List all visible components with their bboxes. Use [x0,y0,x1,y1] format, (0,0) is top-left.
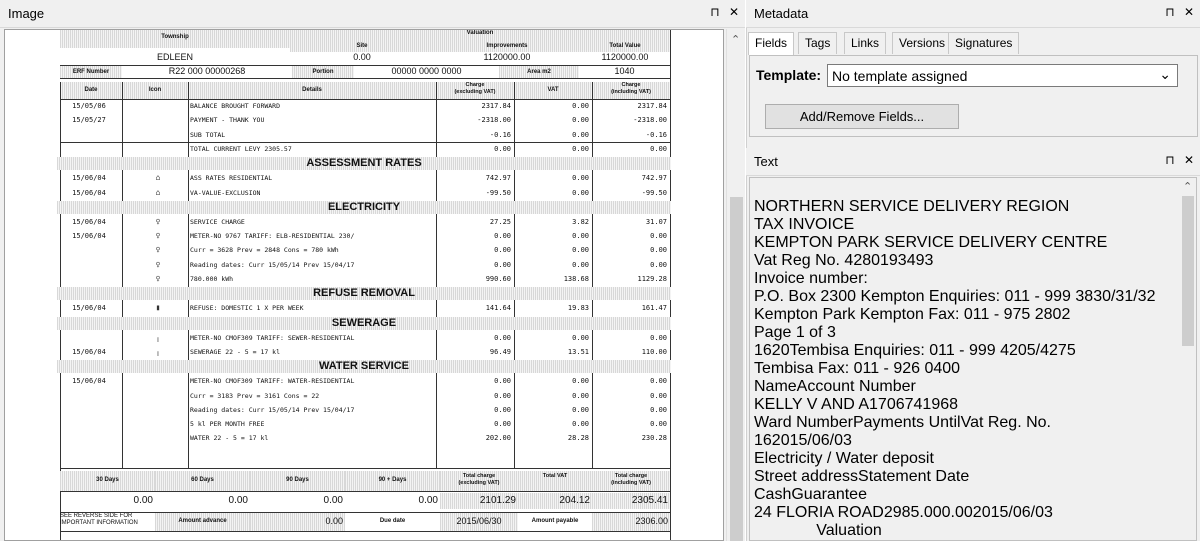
row-vat: 0.00 [572,188,589,197]
col-vat: VAT [514,82,592,99]
amount-payable-value: 2306.00 [592,513,670,531]
row-charge-ex: 0.00 [494,377,511,386]
amount-advance-value: 0.00 [250,513,345,531]
aging-total_inc-value: 2305.41 [592,493,670,509]
aging-value: 0.00 [133,495,153,506]
row-charge-ex: -99.50 [485,188,511,197]
row-charge-inc: 0.00 [650,232,667,241]
col-date: Date [60,82,122,99]
improvements-value: 1120000.00 [483,52,531,62]
row-date: 15/06/04 [72,232,106,241]
ocr-text-line: NORTHERN SERVICE DELIVERY REGION [754,198,1070,215]
row-detail: METER-NO CMOF309 TARIFF: SEWER-RESIDENTIAL [190,333,355,342]
due-date-label: Due date [379,518,406,524]
township-value: EDLEEN [156,52,193,62]
erf-label: ERF Number [60,66,122,78]
row-charge-inc: 0.00 [650,420,667,429]
ocr-text-line: Tembisa Fax: 011 - 926 0400 [754,360,961,377]
bulb-icon: ♀ [155,259,161,269]
ocr-text-line: 24 FLORIA ROAD2985.000.002015/06/03 [754,504,1053,521]
ocr-text-line: Ward NumberPayments UntilVat Reg. No. [754,414,1051,431]
row-vat: 0.00 [572,377,589,386]
image-panel-buttons [704,5,739,19]
township-label: Township [60,30,290,48]
row-detail: BALANCE BROUGHT FORWARD [190,102,281,110]
row-vat: 13.51 [567,347,589,356]
row-charge-ex: 0.00 [494,144,511,153]
row-charge-inc: 2317.84 [637,102,667,110]
row-detail: SERVICE CHARGE [190,217,245,226]
scroll-up-icon[interactable]: ⌃ [731,34,741,46]
row-vat: 0.00 [572,405,589,414]
aging-label: 90 + Days [345,471,440,491]
metadata-panel-header [746,0,1200,28]
ocr-text-line: 1620Tembisa Enquiries: 011 - 999 4205/4275 [754,342,1076,359]
row-charge-inc: 230.28 [641,434,667,443]
ocr-text-line: Kempton Park Kempton Fax: 011 - 975 2802 [754,306,1071,323]
aging-divider [60,491,670,492]
ocr-text-line: NameAccount Number [754,378,916,395]
section-header: ASSESSMENT RATES [57,157,671,170]
ocr-text-line: Valuation [754,522,882,539]
section-header: WATER SERVICE [57,360,671,373]
row-vat: 0.00 [572,391,589,400]
total-value-label: Total Value [580,40,670,52]
area-value: 1040 [614,66,635,76]
close-icon[interactable]: ✕ [1183,5,1194,19]
row-charge-ex: 0.00 [494,405,511,414]
row-vat: 19.83 [567,304,589,313]
row-detail: VA-VALUE-EXCLUSION [190,188,261,197]
text-panel-header [746,148,1200,176]
row-date: 15/06/04 [72,347,106,356]
amount-advance-label: Amount advance [155,513,250,531]
row-date: 15/06/04 [72,217,106,226]
image-panel-title: Image [8,6,45,21]
row-charge-ex: 990.60 [485,275,511,283]
bulb-icon: ♀ [155,245,161,255]
ocr-text-line: CashGuarantee [754,486,867,503]
aging-total_inc-label: Total charge (including VAT) [592,471,670,491]
ocr-text-view[interactable] [749,177,1197,541]
row-vat: 0.00 [572,174,589,183]
row-detail: PAYMENT - THANK YOU [190,116,265,125]
ocr-text-line: KEMPTON PARK SERVICE DELIVERY CENTRE [754,234,1108,251]
chevron-down-icon: ⌄ [1159,66,1171,82]
row-charge-inc: 161.47 [641,304,667,313]
row-date: 15/06/04 [72,188,106,197]
row-separator [60,142,670,143]
col-icon: Icon [122,82,188,99]
row-charge-inc: 0.00 [650,260,667,269]
section-header: ELECTRICITY [57,201,671,214]
row-date: 15/05/27 [72,116,106,125]
text-scrollbar[interactable] [1179,178,1196,541]
row-detail: Reading dates: Curr 15/05/14 Prev 15/04/17 [190,405,355,414]
aging-value: 0.00 [418,495,438,506]
row-detail: SUB TOTAL [190,130,226,139]
aging-label: 30 Days [60,471,155,491]
site-value: 0.00 [353,52,371,62]
row-detail: 780.000 kWh [190,275,234,283]
row-detail: REFUSE: DOMESTIC 1 X PER WEEK [190,304,304,313]
row-charge-inc: 0.00 [650,246,667,255]
row-charge-ex: 0.00 [494,260,511,269]
site-label: Site [290,40,434,52]
aging-total_vat-label: Total VAT [518,471,592,491]
row-charge-inc: 0.00 [650,333,667,342]
add-remove-fields-button[interactable]: Add/Remove Fields... [765,104,959,129]
improvements-label: Improvements [434,40,580,52]
row-charge-inc: 110.00 [641,347,667,356]
image-scrollbar[interactable] [726,29,745,541]
col-charge-inc: Charge (including VAT) [592,82,670,99]
ocr-text-line: Page 1 of 3 [754,324,836,341]
tab-signatures[interactable]: Signatures [948,32,1019,54]
row-vat: 28.28 [567,434,589,443]
row-vat: 0.00 [572,260,589,269]
reverse-side-note: SEE REVERSE SIDE FOR IMPORTANT INFORMATION [60,513,138,526]
aging-total_ex-label: Total charge (excluding VAT) [440,471,518,491]
tab-tags[interactable]: Tags [798,32,837,54]
row-vat: 3.82 [572,217,589,226]
row-charge-ex: 202.00 [485,434,511,443]
ocr-text-content [754,198,1155,540]
row-charge-inc: 742.97 [641,174,667,183]
row-detail: METER-NO CMOF309 TARIFF: WATER-RESIDENTIAL [190,377,355,386]
row-date: 15/06/04 [72,377,106,386]
row-vat: 0.00 [572,420,589,429]
row-charge-ex: 2317.84 [481,102,511,110]
section-header: REFUSE REMOVAL [57,287,671,300]
template-value: No template assigned [832,68,968,84]
close-icon[interactable]: ✕ [1183,153,1194,167]
row-charge-ex: 0.00 [494,391,511,400]
row-charge-ex: 0.00 [494,232,511,241]
row-charge-ex: 0.00 [494,420,511,429]
row-detail: Curr = 3183 Prev = 3161 Cons = 22 [190,391,320,400]
aging-value: 0.00 [323,495,343,506]
text-panel-buttons [1159,153,1194,167]
bulb-icon: ♀ [155,216,161,226]
metadata-panel-buttons [1159,5,1194,19]
portion-value: 00000 0000 0000 [391,66,462,76]
row-charge-inc: 0.00 [650,405,667,414]
row-charge-ex: -0.16 [489,130,511,139]
row-charge-inc: 0.00 [650,391,667,400]
row-charge-ex: -2318.00 [477,116,511,125]
metadata-panel-title: Metadata [754,6,809,21]
row-date: 15/05/06 [72,102,106,110]
row-vat: 0.00 [572,333,589,342]
portion-label: Portion [292,66,354,78]
ocr-text-line: KELLY V AND A1706741968 [754,396,959,413]
row-charge-inc: 1129.28 [637,275,667,283]
row-detail: Reading dates: Curr 15/05/14 Prev 15/04/17 [190,260,355,269]
col-details: Details [188,82,436,99]
template-select[interactable] [827,64,1178,87]
section-header: SEWERAGE [57,317,671,330]
row-detail: WATER 22 - 5 = 17 kl [190,434,269,443]
document-viewer[interactable] [4,29,724,541]
row-vat: 0.00 [572,116,589,125]
tab-versions[interactable]: Versions [892,32,952,54]
row-date: 15/06/04 [72,174,106,183]
amount-payable-label: Amount payable [531,518,579,524]
ocr-text-line: TAX INVOICE [754,216,855,233]
ocr-text-line: P.O. Box 2300 Kempton Enquiries: 011 - 999 3830/31/32 [754,288,1156,305]
tab-fields[interactable]: Fields [748,32,794,55]
row-detail: TOTAL CURRENT LEVY 2305.57 [190,144,292,153]
scroll-up-icon[interactable]: ⌃ [1183,181,1193,193]
pin-icon[interactable]: ⊓ [1165,5,1175,19]
drop-icon: ╷ [155,346,161,356]
ocr-text-line: Vat Reg No. 4280193493 [754,252,934,269]
row-charge-inc: 0.00 [650,377,667,386]
scroll-thumb[interactable] [730,197,743,541]
pin-icon[interactable]: ⊓ [710,5,720,19]
aging-label: 60 Days [155,471,250,491]
aging-label: 90 Days [250,471,345,491]
ocr-text-line: Electricity / Water deposit [754,450,934,467]
row-charge-ex: 141.64 [485,304,511,313]
row-vat: 0.00 [572,130,589,139]
bulb-icon: ♀ [155,274,161,283]
aging-total_ex-value: 2101.29 [440,493,518,509]
row-vat: 0.00 [572,246,589,255]
valuation-label: Valuation [290,30,670,40]
row-charge-ex: 0.00 [494,246,511,255]
due-date-value: 2015/06/30 [440,513,518,531]
row-charge-inc: -0.16 [645,130,667,139]
tab-links[interactable]: Links [844,32,886,54]
row-date: 15/06/04 [72,304,106,313]
row-charge-inc: -2318.00 [633,116,667,125]
scroll-thumb[interactable] [1182,196,1194,346]
drop-icon: ╷ [155,332,161,342]
close-icon[interactable]: ✕ [728,5,739,19]
area-label: Area m2 [499,66,579,78]
row-detail: SEWERAGE 22 - 5 = 17 kl [190,347,281,356]
ocr-text-line: Street addressStatement Date [754,468,970,485]
row-vat: 0.00 [572,102,589,110]
house-icon: ⌂ [155,173,161,183]
row-vat: 138.68 [563,275,589,283]
row-charge-ex: 742.97 [485,174,511,183]
pin-icon[interactable]: ⊓ [1165,153,1175,167]
bulb-icon: ♀ [155,231,161,241]
aging-total_vat-value: 204.12 [518,493,592,509]
row-charge-ex: 96.49 [489,347,511,356]
erf-value: R22 000 00000268 [168,66,246,76]
row-vat: 0.00 [572,232,589,241]
image-panel-header [0,0,745,28]
total-value: 1120000.00 [601,52,649,62]
ocr-text-line: 162015/06/03 [754,432,852,449]
row-detail: 5 kl PER MONTH FREE [190,420,265,429]
row-charge-inc: 31.07 [645,217,667,226]
col-charge-ex: Charge (excluding VAT) [436,82,514,99]
house-icon: ⌂ [155,187,161,197]
text-panel-title: Text [754,154,778,169]
row-charge-inc: 0.00 [650,144,667,153]
row-charge-inc: -99.50 [641,188,667,197]
bin-icon: ▮ [155,303,161,313]
row-detail: ASS RATES RESIDENTIAL [190,174,273,183]
invoice-document [56,30,672,541]
row-vat: 0.00 [572,144,589,153]
row-charge-ex: 27.25 [489,217,511,226]
row-charge-ex: 0.00 [494,333,511,342]
row-detail: METER-NO 9767 TARIFF: ELB-RESIDENTIAL 230/ [190,232,355,241]
row-detail: Curr = 3628 Prev = 2848 Cons = 780 kWh [190,246,339,255]
template-label: Template: [756,67,822,83]
aging-value: 0.00 [228,495,248,506]
ocr-text-line: Invoice number: [754,270,868,287]
